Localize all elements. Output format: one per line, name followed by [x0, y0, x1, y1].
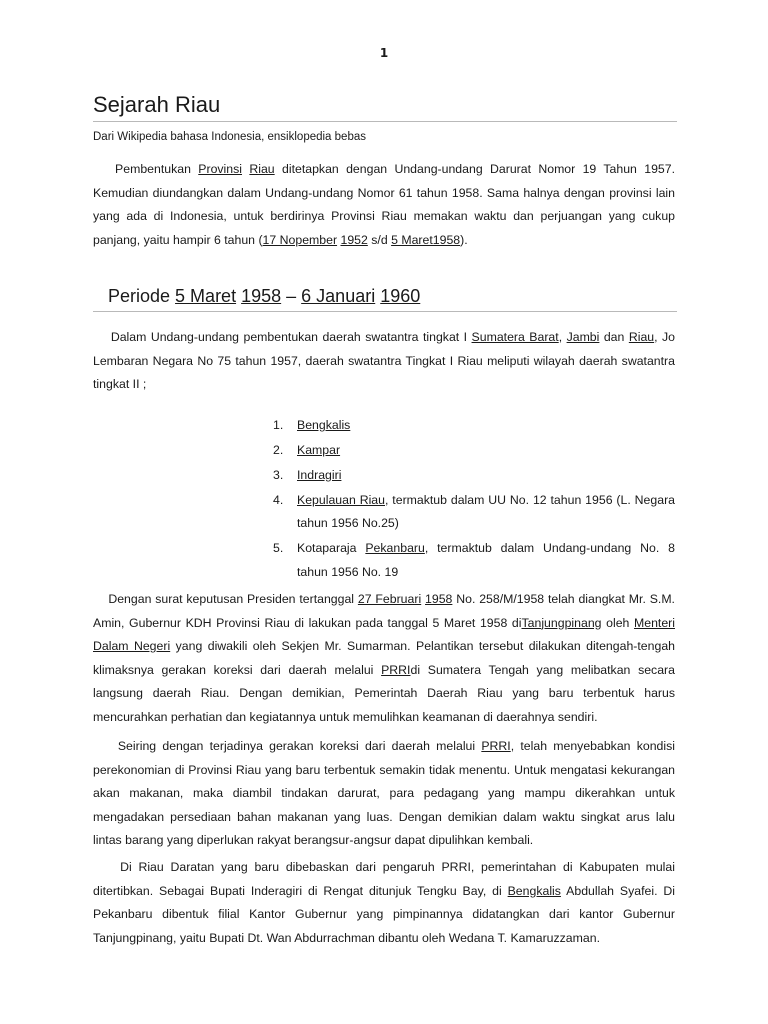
paragraph-text: dan	[599, 330, 629, 344]
page-title: Sejarah Riau	[93, 92, 221, 117]
paragraph-text: di Sumatera Tengah yang melibatkan secara langsung daerah Riau. Dengan demikian, Pemerintah Daerah Riau yang baru terbentuk harus mencurahkan perhatian dan kegiatannya untuk memulihkan keamanan di daerahnya sendiri.	[93, 662, 675, 724]
link-bengkalis[interactable]: Bengkalis	[507, 883, 561, 898]
intro-text: s/d	[367, 232, 392, 247]
paragraph-text: yang diwakili oleh Sekjen Mr. Sumarman. Pelantikan tersebut dilakukan ditengah-tengah klimaksnya gerakan koreksi dari daerah melalui	[93, 639, 675, 677]
link-riau[interactable]: Riau	[628, 330, 655, 344]
list-number: 3.	[273, 467, 284, 482]
list-number: 1.	[273, 418, 284, 432]
list-item	[268, 414, 675, 438]
list-number: 4.	[273, 492, 284, 507]
intro-text: ditetapkan dengan Undang-undang Darurat Nomor 19 Tahun 1957. Kemudian diundangkan dalam Undang-undang Nomor 61 tahun 1958. Sama halnya dengan provinsi lain yang ada di Indonesia, untuk berdirinya Provinsi Riau memakan waktu dan perjuangan yang cukup panjang, yaitu hampir 6 tahun (	[93, 162, 675, 247]
paragraph-text: No. 258/M/1958 telah diangkat Mr. S.M. Amin, Gubernur KDH Provinsi Riau di lakukan pada tanggal 5 Maret 1958 di	[93, 592, 675, 630]
paragraph-text: Dengan surat keputusan Presiden tertanggal	[108, 592, 358, 606]
heading-text: –	[281, 286, 302, 306]
paragraph-text: Dalam Undang-undang pembentukan daerah swatantra tingkat I	[110, 330, 472, 344]
intro-paragraph	[93, 158, 675, 252]
paragraph-riau-daratan	[93, 856, 675, 950]
regency-list	[268, 414, 675, 585]
list-item	[268, 464, 675, 488]
paragraph-text: ,	[558, 330, 567, 344]
intro-text: ).	[460, 232, 468, 247]
paragraph-text: , telah menyebabkan kondisi perekonomian di Provinsi Riau yang baru terbentuk semakin tidak menentu. Untuk mengatasi kekurangan akan makanan, maka diambil tindakan darurat, para pedagang yang mampu dikerahkan untuk mengadakan persediaan bahan makanan yang luas. Dengan demikian dalam waktu singkat arus lalu lintas barang yang diperlukan rakyat berangsur-angsur dapat dipulihkan kembali.	[93, 739, 675, 847]
page-number: 1	[379, 46, 389, 60]
heading-text: Periode	[108, 286, 176, 306]
paragraph-perekonomian	[93, 735, 675, 853]
link-sumatera-barat[interactable]: Sumatera Barat	[471, 330, 559, 344]
link-17-nopember[interactable]: 17 Nopember	[262, 232, 338, 247]
link-1952[interactable]: 1952	[340, 232, 368, 247]
link-tanjungpinang[interactable]: Tanjungpinang	[521, 615, 602, 630]
link-jambi[interactable]: Jambi	[566, 330, 600, 344]
link-5-maret-1958[interactable]: 5 Maret1958	[391, 232, 461, 247]
paragraph-text: Di Riau Daratan yang baru dibebaskan dari pengaruh PRRI, pemerintahan di Kabupaten mulai ditertibkan. Sebagai Bupati Inderagiri di Rengat ditunjuk Tengku Bay, di	[93, 860, 675, 898]
list-item	[268, 489, 675, 536]
paragraph-text: Abdullah Syafei. Di Pekanbaru dibentuk filial Kantor Gubernur yang pimpinannya didatangkan dari kantor Gubernur Tanjungpinang, yaitu Bupati Dt. Wan Abdurrachman dibantu oleh Wedana T. Kamaruzzaman.	[93, 883, 675, 945]
list-number: 2.	[273, 442, 284, 457]
list-text: , termaktub dalam UU No. 12 tahun 1956 (L. Negara tahun 1956 No.25)	[297, 492, 676, 531]
intro-text: Pembentukan	[115, 162, 199, 176]
list-item	[268, 537, 675, 584]
link-5-maret[interactable]: 5 Maret	[175, 286, 237, 306]
paragraph-keputusan-presiden	[93, 588, 675, 729]
link-pekanbaru[interactable]: Pekanbaru	[365, 541, 425, 556]
link-1958[interactable]: 1958	[425, 592, 453, 606]
paragraph-text: oleh	[601, 615, 634, 630]
link-indragiri[interactable]: Indragiri	[297, 467, 342, 482]
link-menteri-dalam-negeri[interactable]: Menteri Dalam Negeri	[93, 615, 675, 653]
page-subtitle: Dari Wikipedia bahasa Indonesia, ensiklopedia bebas	[93, 131, 366, 143]
title-divider	[93, 121, 677, 122]
list-text: , termaktub dalam Undang-undang No. 8 tahun 1956 No. 19	[297, 541, 675, 579]
link-kepulauan-riau[interactable]: Kepulauan Riau	[297, 492, 385, 507]
list-number: 5.	[273, 541, 284, 556]
paragraph-text: , Jo Lembaran Negara No 75 tahun 1957, daerah swatantra Tingkat I Riau meliputi wilayah daerah swatantra tingkat II ;	[93, 330, 675, 391]
link-prri[interactable]: PRRI	[381, 662, 411, 677]
list-item	[268, 439, 675, 463]
section-heading	[108, 286, 420, 307]
list-text: Kotaparaja	[297, 541, 366, 556]
link-27-februari[interactable]: 27 Februari	[357, 592, 422, 606]
paragraph-swatantra	[93, 326, 675, 397]
section-divider	[93, 311, 677, 312]
link-provinsi[interactable]: Provinsi	[198, 162, 243, 176]
link-1958[interactable]: 1958	[241, 286, 282, 306]
paragraph-text: Seiring dengan terjadinya gerakan koreksi dari daerah melalui	[117, 739, 482, 753]
link-bengkalis[interactable]: Bengkalis	[297, 418, 351, 432]
link-riau[interactable]: Riau	[249, 162, 275, 176]
link-kampar[interactable]: Kampar	[297, 442, 341, 457]
link-6-januari[interactable]: 6 Januari	[301, 286, 376, 306]
link-1960[interactable]: 1960	[380, 286, 421, 306]
link-prri[interactable]: PRRI	[481, 739, 511, 753]
